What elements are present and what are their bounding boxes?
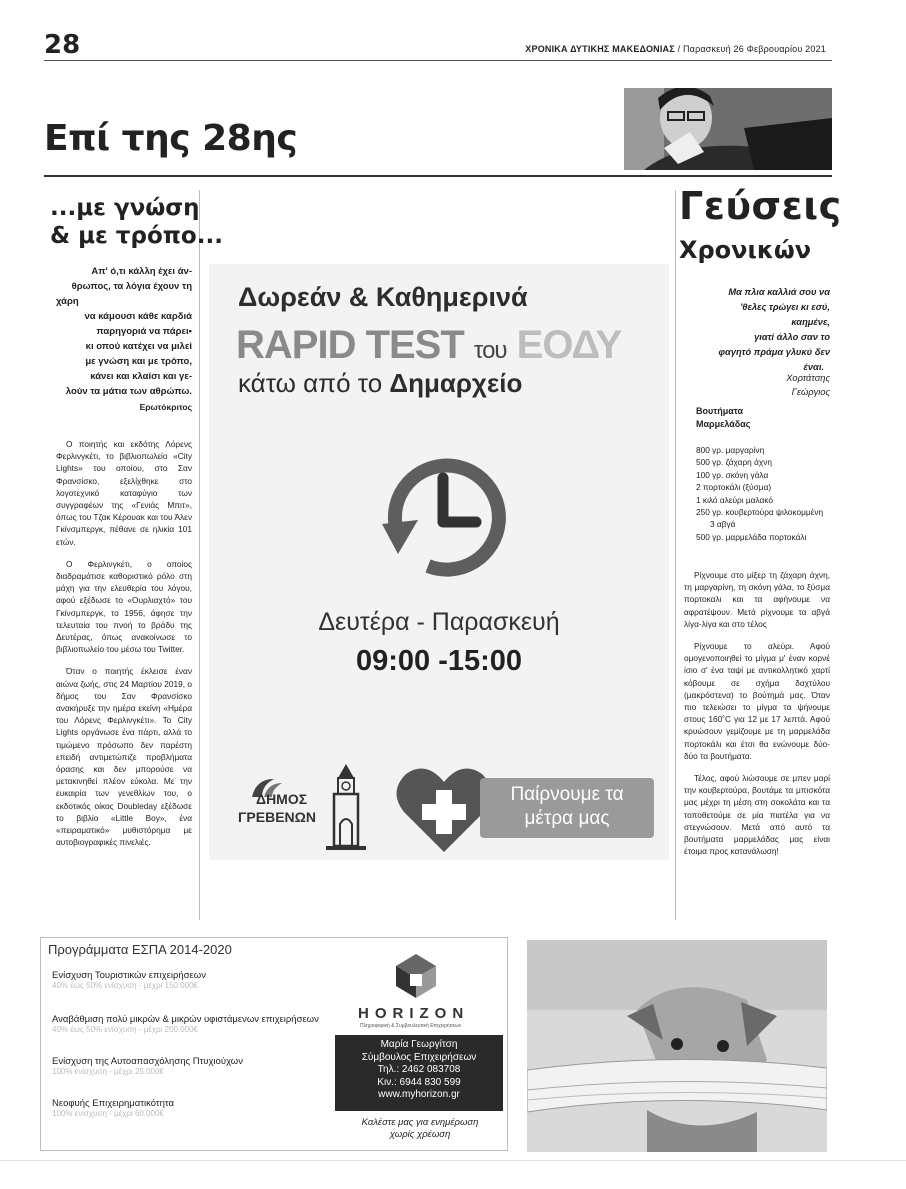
ad-rapid-main: RAPID TEST	[236, 323, 464, 367]
quote-line: 'θελες τρώγει κι εσύ,	[740, 302, 830, 312]
poem-line: Απ' ό,τι κάλλη έχει άν-	[91, 266, 192, 277]
poem-line: κάνει και κλαίσι και γε-	[90, 371, 192, 382]
recipe-step: Ρίχνουμε στο μίξερ τη ζάχαρη άχνη, τη μαργαρίνη, τη σκόνη γάλα, το ξύσμα πορτοκαλι και τα αφήνουμε να αφρατέψουν. Μετά ρίχνουμε τα αβγά λίγα-λίγα και στο τέλος	[684, 570, 830, 629]
horizon-logo-icon	[392, 952, 440, 1005]
section-rule	[44, 175, 832, 177]
espa-item-sub: 100% ενίσχυση - μέχρι 60.000€	[52, 1109, 164, 1118]
page-bottom-rule	[0, 1160, 906, 1161]
poem-author: Ερωτόκριτος	[139, 402, 192, 412]
espa-programs	[52, 970, 342, 1118]
poem-line: κι οπού κατέχει να μιλεί	[85, 341, 192, 352]
espa-item	[52, 1056, 342, 1098]
espa-item-label: Αναβάθμιση πολύ μικρών & μικρών υφιστάμενων επιχειρήσεων	[52, 1014, 319, 1025]
measures-line: μέτρα μας	[524, 808, 610, 829]
column-divider	[675, 190, 676, 920]
quote-author-line: Γεώργιος	[791, 387, 830, 397]
clock-icon	[378, 450, 508, 585]
ad-hours: 09:00 -15:00	[355, 645, 523, 677]
espa-item-sub: 100% ενίσχυση - μέχρι 25.000€	[52, 1067, 164, 1076]
paper-name: ΧΡΟΝΙΚΑ ΔΥΤΙΚΗΣ ΜΑΚΕΔΟΝΙΑΣ	[525, 44, 675, 54]
contact-role: Σύμβουλος Επιχειρήσεων	[361, 1051, 477, 1063]
municipality-line: ΓΡΕΒΕΝΩΝ	[238, 809, 316, 825]
quote	[686, 285, 830, 375]
article-paragraph: Ο ποιητής και εκδότης Λόρενς Φερλινγκέτι, το βιβλιοπωλείο «City Lights» του οποίου, στο Σαν Φρανσίσκο, εξελίχθηκε στο λογοτεχνικό καταφύγιο των συγγραφέων της «Γενιάς Μπιτ», όπως του Τζακ Κέρουακ και του Άλεν Γκίνσμπεργκ, πέθανε σε ηλικία 101 ετών.	[56, 439, 192, 547]
contact-card	[335, 1035, 503, 1111]
poem-line: χάρη	[56, 296, 79, 307]
running-header	[525, 44, 826, 54]
dog-newspaper-photo	[527, 940, 827, 1152]
ad-rapid-small: του	[473, 337, 507, 364]
contact-name: Μαρία Γεωργίτση	[380, 1039, 458, 1050]
ingredient: 800 γρ. μαργαρίνη	[696, 445, 765, 455]
recipe-title-line: Μαρμελάδας	[696, 419, 751, 429]
quote-author	[686, 371, 830, 399]
issue-date: Παρασκευή 26 Φεβρουαρίου 2021	[682, 44, 826, 54]
municipality-line: ΔΗΜΟΣ	[256, 791, 308, 807]
espa-item-sub: 40% έως 50% ενίσχυση - μέχρι 200.000€	[52, 1025, 199, 1034]
measures-line: Παίρνουμε τα	[510, 784, 624, 805]
espa-item-label: Νεοφυής Επιχειρηματικότητα	[52, 1098, 175, 1109]
ad-rapid-org: ΕΟΔΥ	[516, 323, 622, 367]
recipe-title	[696, 405, 750, 431]
section-title: Επί της 28ης	[44, 118, 298, 159]
ad-headline: Δωρεάν & Καθημερινά	[238, 282, 528, 312]
ingredient: 1 κιλό αλεύρι μαλακό	[696, 494, 773, 505]
quote-line: φαγητό πράμα γλυκύ δεν	[718, 347, 830, 357]
ad-days: Δευτέρα - Παρασκευή	[318, 608, 560, 636]
contact-mobile: Κιν.: 6944 830 599	[377, 1076, 461, 1088]
quote-line: γιατί άλλο σαν το	[754, 332, 830, 342]
columnist-photo	[624, 88, 832, 170]
page-number: 28	[44, 30, 81, 60]
ingredient: 500 γρ. μαρμελάδα πορτοκάλι	[696, 531, 807, 542]
header-rule	[44, 60, 832, 61]
horizon-tagline: Πληροφορική & Συμβουλευτική Επιχειρήσεων	[360, 1023, 462, 1029]
left-article-body	[56, 438, 192, 859]
article-paragraph: Όταν ο ποιητής έκλεισε έναν αιώνα ζωής, στις 24 Μαρτίου 2019, ο δήμος του Σαν Φρανσίσκο ανακήρυξε την ημέρα εκείνη «Ημέρα του Λόρενς Φερλινγκέτι». Το City Lights οργάνωσε ένα πάρτι, αλλά το τιμώμενο πρόσωπο δεν παρέστη επειδή αντιμετώπιζε προβλήματα όρασης και δεν μπορούσε να μετακινηθεί πλέον εύκολα. Με την ευκαιρία των γενεθλίων του, ο εκδοτικός οίκος Doubleday εξέδωσε το βιβλίο «Little Boy», ένα «πειραματικό» μυθιστόρημα με αυτοβιογραφικές πινελιές.	[56, 666, 192, 848]
right-headline: Γεύσεις	[679, 184, 842, 228]
recipe-title-line: Βουτήματα	[696, 406, 744, 416]
quote-line: Μα πλια καλλιά σου να	[728, 287, 830, 297]
espa-item	[52, 1014, 342, 1056]
poem-line: θρωπος, τα λόγια έχουν τη	[71, 281, 192, 292]
left-headline-line: ...με γνώση	[50, 195, 200, 221]
left-headline-line: & με τρόπο...	[50, 223, 223, 249]
municipality-name	[238, 790, 316, 826]
article-paragraph: Ο Φερλινγκέτι, ο οποίος διαδραμάτισε καθοριστικό ρόλο στη μάχη για την ελευθερία του λόγου, αφού εξέδωσε το «Ουρλιαχτό» του Γκίνσμπεργκ, το 1956, άφησε την τελευταία του πνοή το βράδυ της Δευτέρας, όπως ανακοίνωσε το βιβλιοπωλείο του μέσω του Twitter.	[56, 558, 192, 655]
clock-tower-icon	[322, 762, 370, 857]
ad-rapid-test	[236, 323, 621, 368]
left-headline	[50, 194, 223, 250]
header-separator: /	[677, 44, 681, 54]
ingredient: 2 πορτοκάλι (ξύσμα)	[696, 482, 772, 493]
poem-line: λούν τα μάτια των αθρώπω.	[65, 386, 192, 397]
espa-item	[52, 1098, 342, 1118]
measures-text	[482, 783, 652, 831]
recipe-step: Τέλος, αφού λιώσουμε σε μπεν μαρί την κουβερτούρα, βουτάμε τα μπισκότα μας μέχρι τη μέση στη σοκολάτα και τα τοποθετούμε σε μία πιατέλα για να στεγνώσουν. Μετά από αυτό τα βουτήματα μαρμελάδας μας είναι έτοιμα προς κατανάλωση!	[684, 773, 830, 857]
quote-line: έναι.	[803, 362, 824, 372]
heart-plus-icon	[394, 764, 494, 861]
ingredient: 250 γρ. κουβερτούρα ψιλοκομμένη	[696, 507, 824, 518]
recipe-steps	[684, 569, 830, 867]
call-line: Καλέστε μας για ενημέρωση	[361, 1117, 479, 1128]
poem	[48, 264, 192, 399]
espa-title: Προγράμματα ΕΣΠΑ 2014-2020	[48, 942, 232, 957]
contact-phone: Τηλ.: 2462 083708	[377, 1064, 461, 1075]
poem-line: να κάμουσι κάθε καρδιά	[84, 311, 192, 322]
poem-line: με γνώση και με τρόπο,	[85, 356, 192, 367]
ingredient: 100 γρ. σκόνη γάλα	[696, 469, 769, 480]
ad-location-text: κάτω από το	[238, 368, 383, 398]
quote-line: καημένε,	[791, 317, 830, 327]
espa-item-sub: 40% έως 50% ενίσχυση - μέχρι 150.000€	[52, 981, 199, 990]
horizon-brand: HORIZON	[358, 1005, 470, 1022]
ad-location-bold: Δημαρχείο	[389, 368, 523, 398]
quote-author-line: Χορτάτσης	[786, 373, 830, 383]
recipe-step: Ρίχνουμε το αλεύρι. Αφού ομογενοποιηθεί το μίγμα μ' έναν κορνέ ίσιο σ' ένα ταψί με αντικολλητικό χαρτί κόβουμε σε σχήμα δαχτύλου (μακρόστενα) το βούτημά μας. Όταν πιο τελειώσει το μίγμα τα ψήνουμε στους 160˚C για 12 με 17 λεπτά. Αφού κρυώσουν γεμίζουμε με τη μαρμελάδα πορτοκάλι και έτσι θα ενώνουμε δύο-δύο τα βουτήματα.	[684, 641, 830, 761]
call-line: χωρίς χρέωση	[389, 1129, 451, 1140]
poem-line: παρηγοριά να πάρει•	[96, 326, 192, 337]
ingredient: 3 αβγά	[710, 519, 736, 530]
call-to-action	[336, 1117, 504, 1141]
contact-website[interactable]: www.myhorizon.gr	[378, 1089, 460, 1100]
espa-item-label: Ενίσχυση της Αυτοαπασχόλησης Πτυχιούχων	[52, 1056, 243, 1067]
right-subheadline: Χρονικών	[679, 236, 812, 264]
ad-location	[238, 368, 522, 399]
column-divider	[199, 190, 200, 920]
espa-item	[52, 970, 342, 1014]
ingredient: 500 γρ. ζάχαρη άχνη	[696, 457, 773, 468]
ingredients-list	[696, 444, 830, 543]
espa-item-label: Ενίσχυση Τουριστικών επιχειρήσεων	[52, 970, 206, 981]
